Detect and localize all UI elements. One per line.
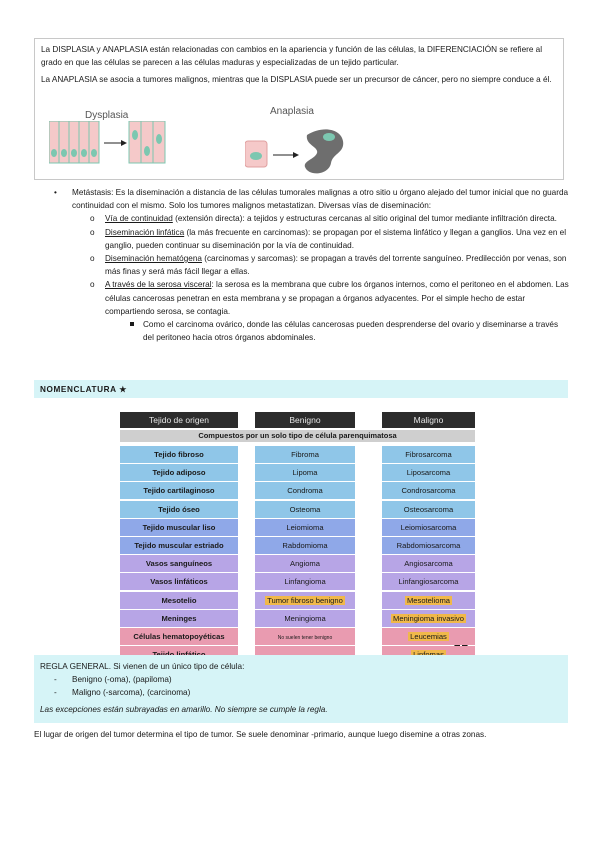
cell-text: Linfangioma — [284, 577, 326, 587]
circle-bullet-icon: o — [90, 254, 95, 264]
list-item — [40, 278, 570, 318]
table-cell — [255, 628, 355, 645]
cell-text: Vasos linfáticos — [150, 577, 208, 587]
rule-note: Las excepciones están subrayadas en amarillo. No siempre se cumple la regla. — [40, 705, 328, 714]
cell-text: Meningioma invasivo — [393, 613, 464, 623]
cell-text: Tejido muscular estriado — [134, 541, 224, 550]
table-cell — [255, 501, 355, 518]
list-item — [40, 673, 562, 686]
table-cell — [120, 501, 238, 518]
header-malignant: Maligno — [382, 412, 475, 428]
list-item — [40, 252, 570, 278]
cell-text: No suelen tener benigno — [277, 635, 333, 641]
table-cell — [255, 519, 355, 536]
cell-text: Liposarcoma — [406, 468, 451, 478]
cell-text: Rabdomioma — [282, 541, 328, 550]
table-cell — [120, 628, 238, 645]
table-subheader: Compuestos por un solo tipo de célula parenquimatosa — [120, 430, 475, 442]
route-label: Diseminación hematógena — [105, 254, 202, 264]
table-cell — [120, 573, 238, 590]
header-origin: Tejido de origen — [120, 412, 238, 428]
cell-text: Leucemias — [410, 632, 447, 641]
route-text: : la serosa es la membrana que cubre los órganos internos, como el peritoneo en el abdomen. Las células cancerosas penetran en esta membrana y se propagan a órganos adyacentes. Por el simple hecho de estar compartiendo serosa, se contagia. — [105, 280, 569, 316]
cell-text: Fibrosarcoma — [405, 450, 452, 459]
cell-text: Osteosarcoma — [403, 504, 454, 514]
cell-text: Tejido fibroso — [154, 450, 204, 459]
cell-text: Angiosarcoma — [404, 559, 453, 569]
cell-text: Mesotelioma — [406, 595, 451, 605]
example-text: Como el carcinoma ovárico, donde las células cancerosas pueden desprenderse del ovario y diseminarse a través del peritoneo hacia otros órganos abdominales. — [143, 320, 559, 343]
route-label: A través de la serosa visceral — [105, 280, 212, 290]
cell-text: Meningioma — [284, 613, 326, 623]
table-cell — [382, 482, 475, 499]
table-cell — [255, 482, 355, 499]
table-cell — [255, 555, 355, 572]
cell-text: Células hematopoyéticas — [133, 632, 225, 641]
cell-text: Tejido muscular liso — [142, 522, 216, 532]
table-cell — [382, 628, 475, 645]
cell-text: Angioma — [290, 559, 320, 569]
cell-text: Condrosarcoma — [401, 486, 456, 496]
dash-icon: - — [54, 675, 57, 684]
footer-text: El lugar de origen del tumor determina el tipo de tumor. Se suele denominar -primario, aunque luego disemine a otras zonas. — [34, 730, 487, 739]
table-cell — [382, 555, 475, 572]
table-cell — [255, 537, 355, 554]
table-cell — [255, 464, 355, 481]
cell-text: Meninges — [161, 613, 197, 623]
table-cell — [382, 446, 475, 463]
cell-text: Rabdomiosarcoma — [396, 541, 461, 550]
cell-text: Tumor fibroso benigno — [267, 595, 343, 605]
table-cell — [255, 610, 355, 627]
list-item — [40, 212, 570, 225]
table-cell — [120, 537, 238, 554]
square-bullet-icon — [130, 322, 134, 326]
table-cell — [382, 610, 475, 627]
route-text: (extensión directa): a tejidos y estructuras cercanas al sitio original del tumor mediante infiltración directa. — [172, 214, 557, 224]
table-cell — [382, 519, 475, 536]
table-cell — [382, 464, 475, 481]
cell-text: Tejido cartilaginoso — [143, 486, 215, 496]
list-item — [40, 318, 570, 344]
cell-text: Condroma — [287, 486, 323, 496]
bullet-dot-icon: • — [54, 188, 57, 197]
table-cell — [120, 482, 238, 499]
table-cell — [120, 464, 238, 481]
rule-title: REGLA GENERAL. Si vienen de un único tipo de célula: — [40, 662, 245, 671]
metastasis-section — [40, 186, 570, 344]
cell-text: Leiomiosarcoma — [400, 522, 457, 532]
header-benign: Benigno — [255, 412, 355, 428]
cell-text: Leiomioma — [286, 522, 324, 532]
table-cell — [255, 592, 355, 609]
table-cell — [382, 573, 475, 590]
cell-text: Fibroma — [291, 450, 319, 459]
intro-paragraph-2: La ANAPLASIA se asocia a tumores malignos, mientras que la DISPLASIA puede ser un precursor de cáncer, pero no siempre conduce a él. — [41, 75, 552, 84]
nomenclatura-title: NOMENCLATURA ★ — [40, 385, 128, 394]
table-cell — [382, 501, 475, 518]
anaplasia-label: Anaplasia — [270, 106, 314, 117]
table-cell — [382, 592, 475, 609]
route-label: Vía de continuidad — [105, 214, 173, 224]
nomenclatura-heading — [34, 380, 568, 398]
cell-text: Mesotelio — [161, 595, 197, 605]
table-cell — [120, 610, 238, 627]
metastasis-bullet — [40, 186, 570, 212]
rule-item: Maligno (-sarcoma), (carcinoma) — [72, 688, 191, 697]
cell-text: Linfangiosarcoma — [398, 577, 459, 587]
cell-text: Osteoma — [289, 504, 321, 514]
table-cell — [255, 573, 355, 590]
circle-bullet-icon: o — [90, 227, 95, 237]
cell-text: Tejido óseo — [158, 504, 200, 514]
anaplasia-diagram — [245, 123, 365, 178]
route-text: (la más frecuente en carcinomas): se propagan por el sistema linfático y llegan a ganglios. Una vez en el ganglio, pueden continuar su diseminación por la vía de continuidad. — [105, 227, 567, 250]
table-cell — [382, 537, 475, 554]
route-label: Diseminación linfática — [105, 227, 185, 237]
table-cell — [120, 592, 238, 609]
intro-paragraph-1: La DISPLASIA y ANAPLASIA están relacionadas con cambios en la apariencia y función de las células, la DIFERENCIACIÓN se refiere al grado en que las células se parecen a las células maduras y especializadas de un tejido particular. — [41, 45, 543, 67]
table-cell — [255, 446, 355, 463]
dysplasia-diagram — [49, 121, 169, 171]
list-item — [40, 686, 562, 699]
circle-bullet-icon: o — [90, 280, 95, 290]
cell-text: Lipoma — [292, 468, 318, 478]
cell-text: Tejido adiposo — [152, 468, 206, 478]
list-item — [40, 226, 570, 252]
rule-item: Benigno (-oma), (papiloma) — [72, 675, 172, 684]
table-cell — [120, 446, 238, 463]
circle-bullet-icon: o — [90, 214, 95, 224]
tumor-nomenclature-table — [120, 412, 475, 652]
metastasis-intro: Metástasis: Es la diseminación a distancia de las células tumorales malignas a otro sitio u órgano alejado del tumor inicial que no guarda continuidad con el mismo. Solo los tumores malignos metastatizan. Diversas vías de diseminación: — [72, 188, 569, 211]
table-cell — [120, 519, 238, 536]
general-rule-box — [34, 655, 568, 723]
table-cell — [120, 555, 238, 572]
intro-box — [34, 38, 564, 180]
route-text: (carcinomas y sarcomas): se propagan a través del torrente sanguíneo. Predilección por venas, son más finas y será más fácil llegar a ellas. — [105, 254, 567, 277]
dash-icon: - — [54, 688, 57, 697]
cell-text: Vasos sanguíneos — [145, 559, 213, 569]
dysplasia-label: Dysplasia — [85, 110, 129, 121]
